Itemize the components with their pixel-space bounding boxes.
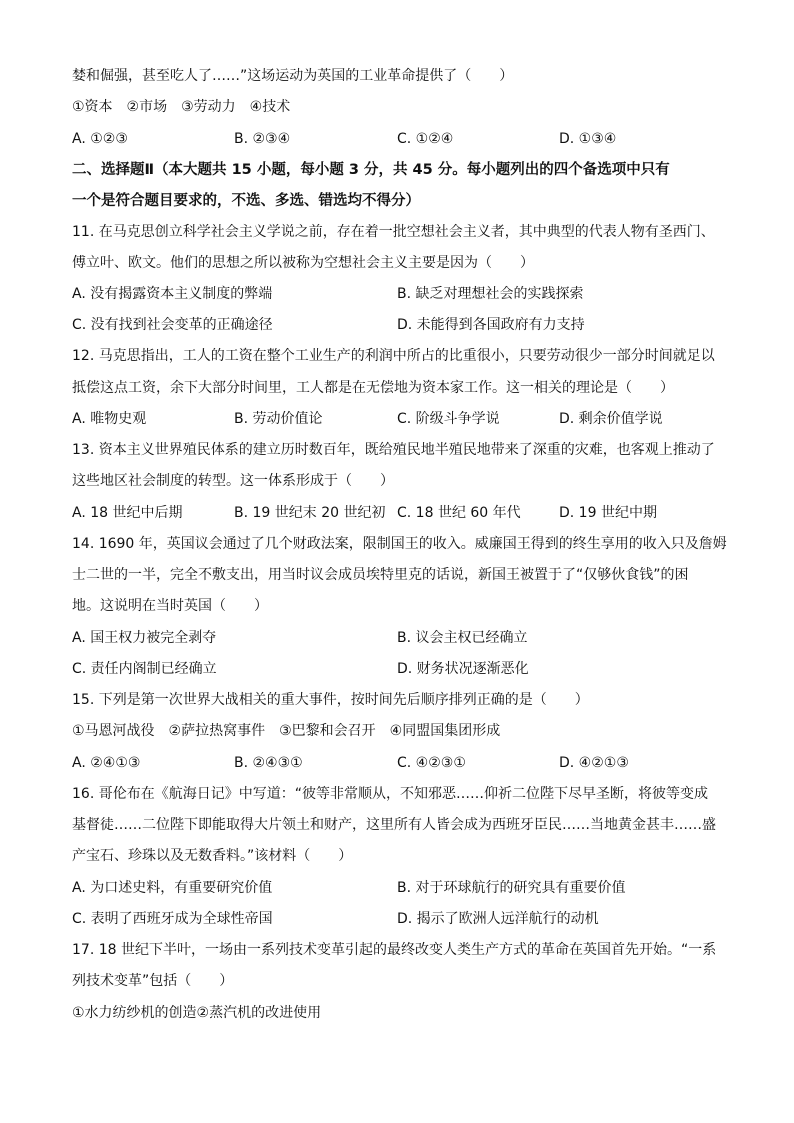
q16-option-c: C. 表明了西班牙成为全球性帝国 xyxy=(72,911,273,927)
q17-items: ①水力纺纱机的创造②蒸汽机的改进使用 xyxy=(72,1005,322,1021)
q13-option-a: A. 18 世纪中后期 xyxy=(72,505,183,521)
q12-option-c: C. 阶级斗争学说 xyxy=(397,411,500,427)
q15-items: ①马恩河战役 ②萨拉热窝事件 ③巴黎和会召开 ④同盟国集团形成 xyxy=(72,723,501,739)
q13-option-c: C. 18 世纪 60 年代 xyxy=(397,505,521,521)
q11-option-c: C. 没有找到社会变革的正确途径 xyxy=(72,317,273,333)
q13-stem-line2: 这些地区社会制度的转型。这一体系形成于（ ） xyxy=(72,473,394,489)
q14-stem-line3: 地。这说明在当时英国（ ） xyxy=(72,598,268,614)
q11-option-a: A. 没有揭露资本主义制度的弊端 xyxy=(72,286,273,302)
q14-option-c: C. 责任内阁制已经确立 xyxy=(72,661,217,677)
q11-option-b: B. 缺乏对理想社会的实践探索 xyxy=(397,286,584,302)
q10-option-c: C. ①②④ xyxy=(397,131,454,147)
q14-stem-line2: 士二世的一半，完全不敷支出，用当时议会成员埃特里克的话说，新国王被置于了“仅够伙食钱”的困 xyxy=(72,567,689,583)
q10-option-d: D. ①③④ xyxy=(559,131,617,147)
q10-option-b: B. ②③④ xyxy=(234,131,291,147)
q10-text-end: 婪和倔强，甚至吃人了……”这场运动为英国的工业革命提供了（ ） xyxy=(72,68,514,84)
q10-items: ①资本 ②市场 ③劳动力 ④技术 xyxy=(72,99,291,115)
q15-option-c: C. ④②③① xyxy=(397,755,466,771)
q12-option-b: B. 劳动价值论 xyxy=(234,411,323,427)
q11-stem-line2: 傅立叶、欧文。他们的思想之所以被称为空想社会主义主要是因为（ ） xyxy=(72,255,534,271)
q13-option-b: B. 19 世纪末 20 世纪初 xyxy=(234,505,386,521)
q11-stem-line1: 11. 在马克思创立科学社会主义学说之前，存在着一批空想社会主义者，其中典型的代表人物有圣西门、 xyxy=(72,224,715,240)
q12-option-d: D. 剩余价值学说 xyxy=(559,411,663,427)
q11-option-d: D. 未能得到各国政府有力支持 xyxy=(397,317,585,333)
q15-option-a: A. ②④①③ xyxy=(72,755,141,771)
q14-option-a: A. 国王权力被完全剥夺 xyxy=(72,630,217,646)
section-heading-line2: 一个是符合题目要求的，不选、多选、错选均不得分） xyxy=(72,193,420,209)
q16-option-d: D. 揭示了欧洲人远洋航行的动机 xyxy=(397,911,599,927)
q16-stem-line2: 基督徒……二位陛下即能取得大片领土和财产，这里所有人皆会成为西班牙臣民……当地黄金甚丰……盛 xyxy=(72,817,716,833)
q12-stem-line2: 抵偿这点工资，余下大部分时间里，工人都是在无偿地为资本家工作。这一相关的理论是（ ） xyxy=(72,380,674,396)
q12-stem-line1: 12. 马克思指出，工人的工资在整个工业生产的利润中所占的比重很小，只要劳动很少一部分时间就足以 xyxy=(72,348,715,364)
q15-option-b: B. ②④③① xyxy=(234,755,303,771)
q16-option-b: B. 对于环球航行的研究具有重要价值 xyxy=(397,880,626,896)
q10-option-a: A. ①②③ xyxy=(72,131,128,147)
q14-option-b: B. 议会主权已经确立 xyxy=(397,630,528,646)
q16-stem-line3: 产宝石、珍珠以及无数香料。”该材料（ ） xyxy=(72,848,353,864)
q14-stem-line1: 14. 1690 年，英国议会通过了几个财政法案，限制国王的收入。威廉国王得到的终生享用的收入只及詹姆 xyxy=(72,536,727,552)
q17-stem-line2: 列技术变革”包括（ ） xyxy=(72,973,234,989)
q15-stem-line1: 15. 下列是第一次世界大战相关的重大事件，按时间先后顺序排列正确的是（ ） xyxy=(72,692,589,708)
q16-stem-line1: 16. 哥伦布在《航海日记》中写道：“彼等非常顺从，不知邪恶……仰祈二位陛下尽早圣断，将彼等变成 xyxy=(72,786,708,802)
q15-option-d: D. ④②①③ xyxy=(559,755,629,771)
q13-option-d: D. 19 世纪中期 xyxy=(559,505,657,521)
q14-option-d: D. 财务状况逐渐恶化 xyxy=(397,661,529,677)
q13-stem-line1: 13. 资本主义世界殖民体系的建立历时数百年，既给殖民地半殖民地带来了深重的灾难，也客观上推动了 xyxy=(72,442,715,458)
q17-stem-line1: 17. 18 世纪下半叶，一场由一系列技术变革引起的最终改变人类生产方式的革命在英国首先开始。“一系 xyxy=(72,942,717,958)
q12-option-a: A. 唯物史观 xyxy=(72,411,147,427)
q16-option-a: A. 为口述史料，有重要研究价值 xyxy=(72,880,273,896)
section-heading-line1: 二、选择题Ⅱ（本大题共 15 小题，每小题 3 分，共 45 分。每小题列出的四个备选项中只有 xyxy=(72,162,670,178)
